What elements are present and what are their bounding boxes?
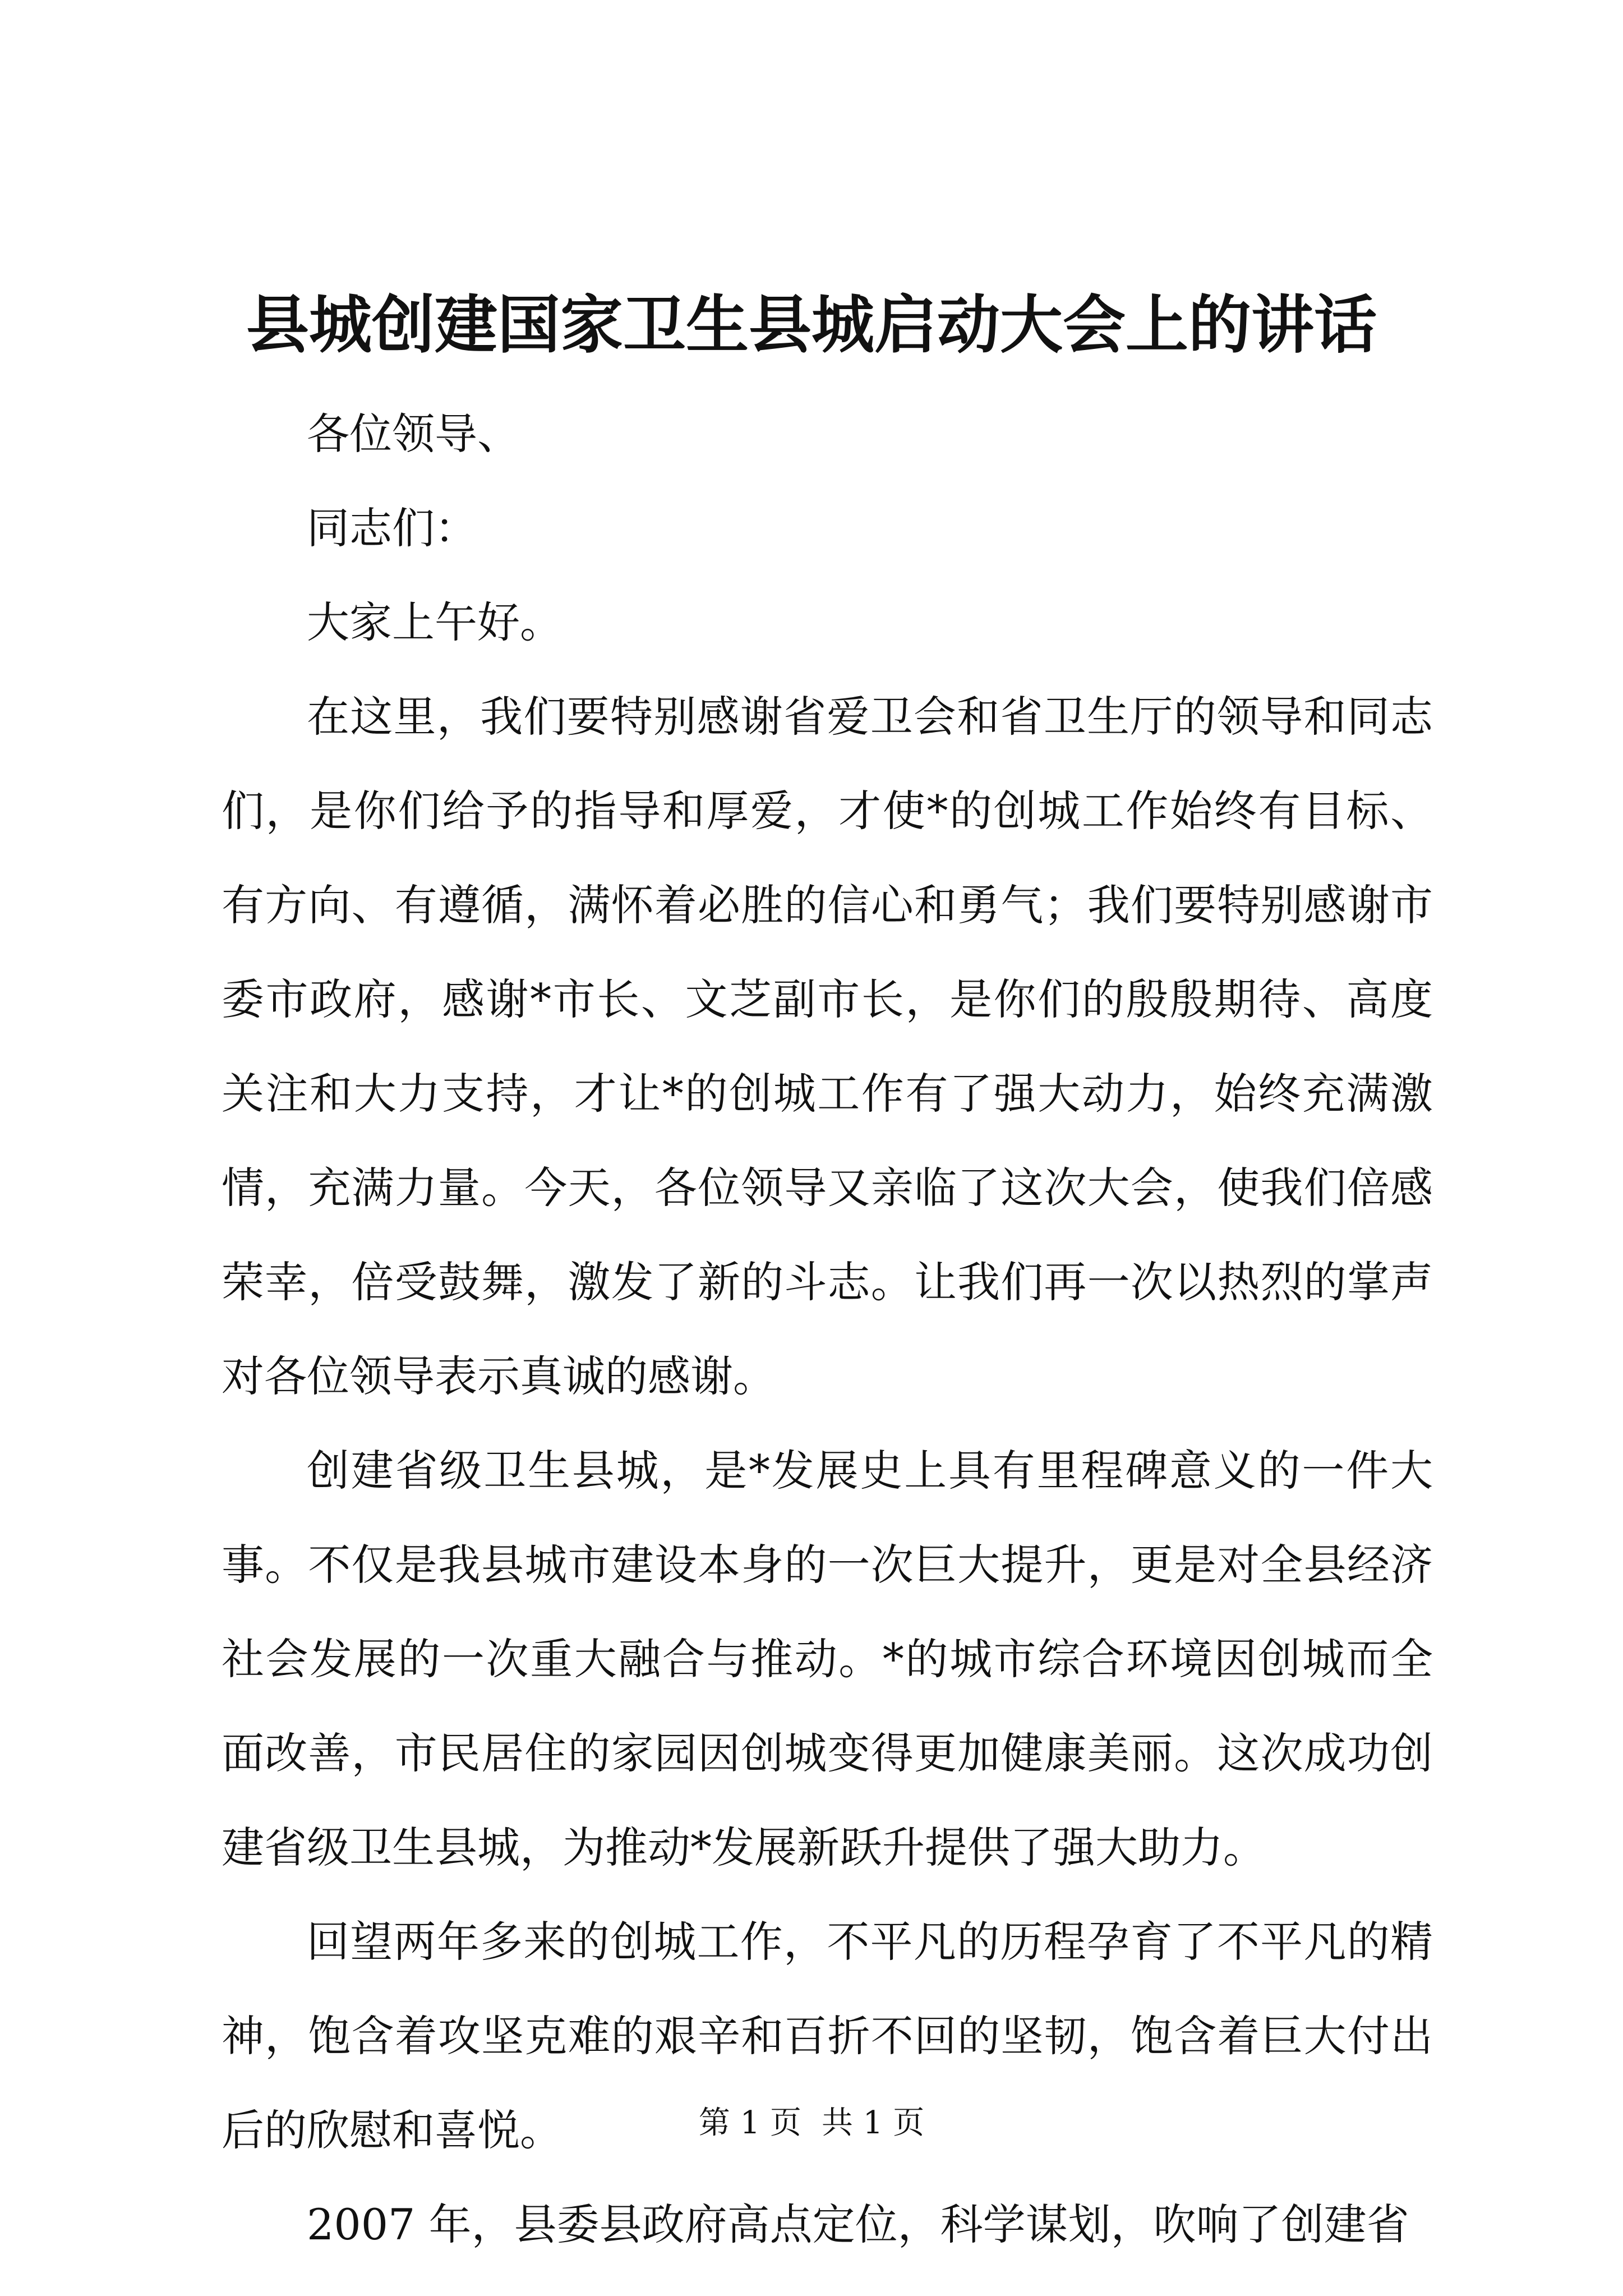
body-paragraph: 2007 年，县委县政府高点定位，科学谋划，吹响了创建省: [307, 2200, 1409, 2249]
salutation-line: 同志们：: [307, 503, 477, 553]
salutation-line: 各位领导、: [307, 409, 520, 459]
page-number: 第 1 页: [698, 2105, 801, 2141]
body-paragraph: 在这里，我们要特别感谢省爱卫会和省卫生厅的领导和同志们，是你们给予的指导和厚爱，才使*的创城工作始终有目标、有方向、有遵循，满怀着必胜的信心和勇气；我们要特别感谢市委市政府，感谢*市长、文芝副市长，是你们的殷殷期待、高度关注和大力支持，才让*的创城工作有了强大动力，始终充满激情，充满力量。今天，各位领导又亲临了这次大会，使我们倍感荣幸，倍受鼓舞，激发了新的斗志。让我们再一次以热烈的掌声对各位领导表示真诚的感谢。: [222, 692, 1433, 1401]
page-total: 共 1 页: [822, 2105, 925, 2141]
document-body: [222, 387, 1433, 2272]
document-title: 县城创建国家卫生县城启动大会上的讲话: [246, 288, 1377, 362]
body-paragraph: 创建省级卫生县城，是*发展史上具有里程碑意义的一件大事。不仅是我县城市建设本身的一次巨大提升，更是对全县经济社会发展的一次重大融合与推动。*的城市综合环境因创城而全面改善，市民居住的家园因创城变得更加健康美丽。这次成功创建省级卫生县城，为推动*发展新跃升提供了强大助力。: [222, 1446, 1433, 1872]
greeting-paragraph: 大家上午好。: [307, 597, 562, 647]
page-footer: [0, 2101, 1623, 2146]
body-paragraph: 回望两年多来的创城工作，不平凡的历程孕育了不平凡的精神，饱含着攻坚克难的艰辛和百折不回的坚韧，饱含着巨大付出后的欣慰和喜悦。: [222, 1917, 1433, 2155]
